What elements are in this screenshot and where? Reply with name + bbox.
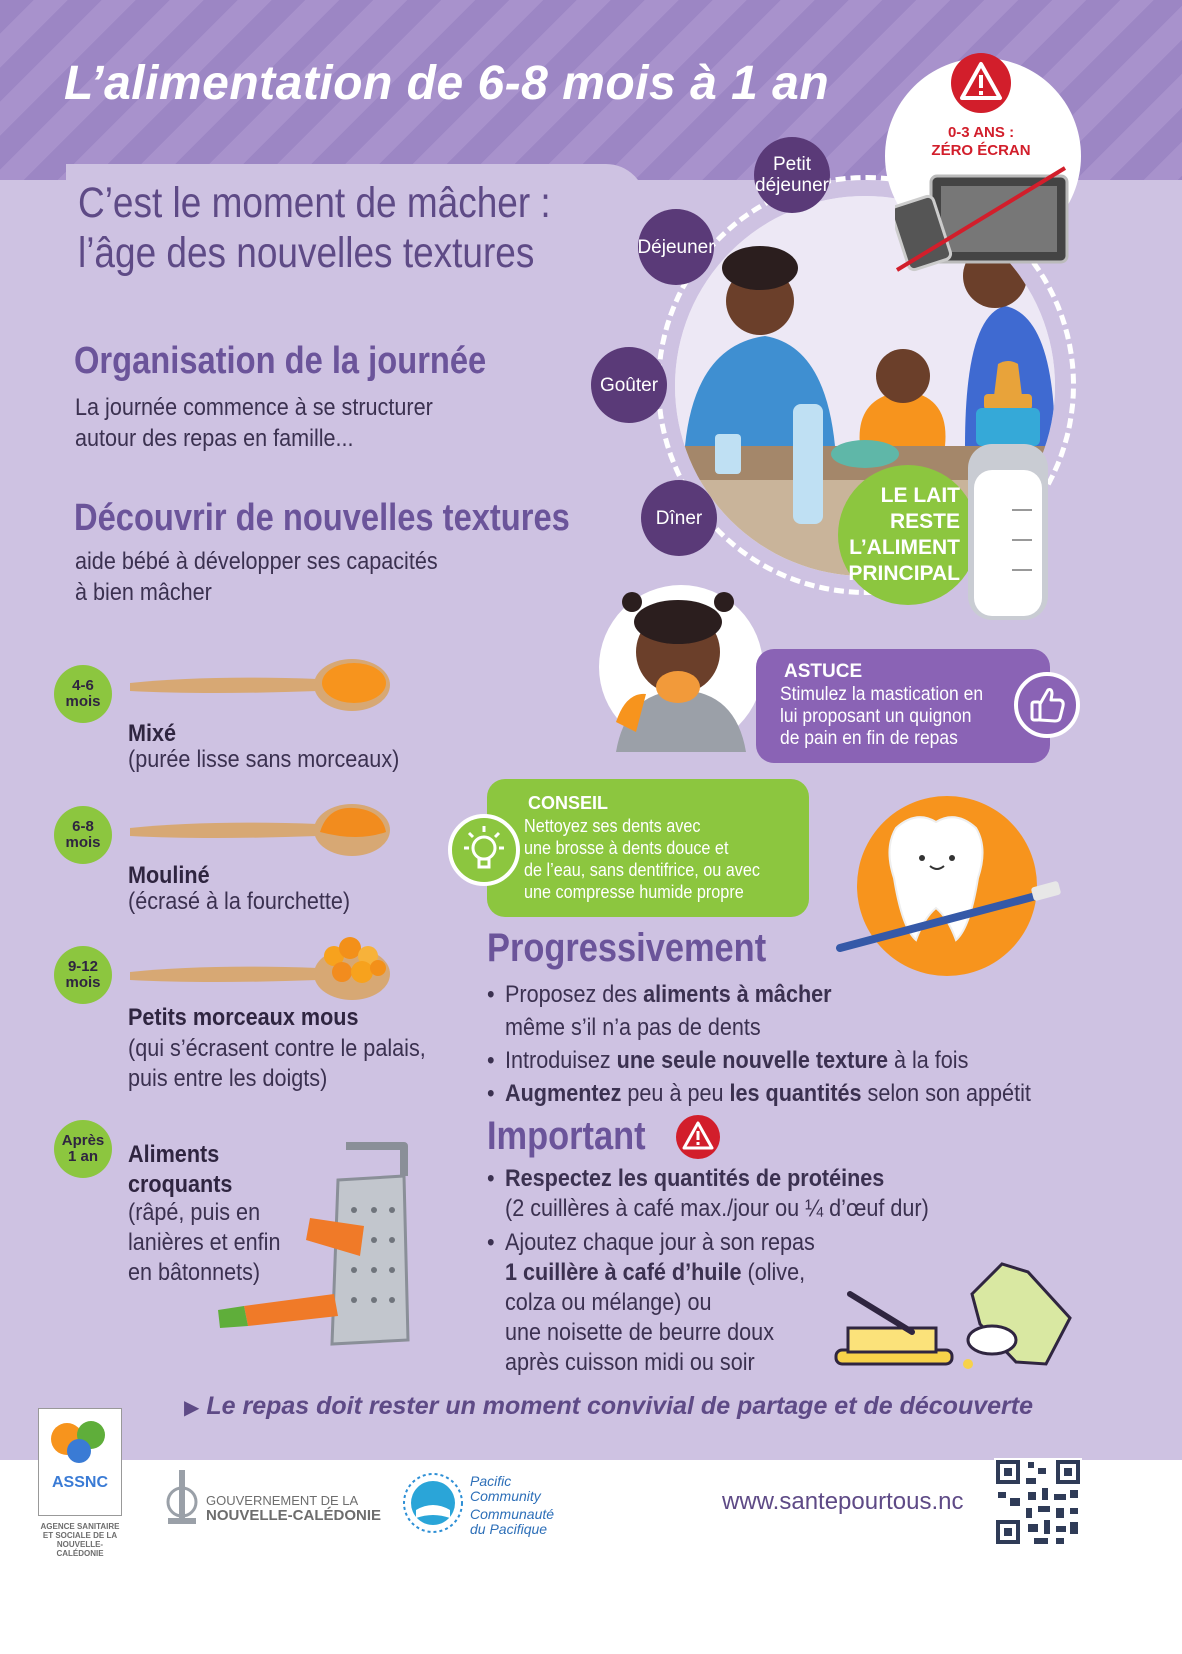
meal-dejeuner: Déjeuner bbox=[638, 209, 714, 285]
texture-desc: (purée lisse sans morceaux) bbox=[128, 746, 400, 773]
texture-title: Mixé bbox=[128, 720, 177, 747]
text-span: (olive, bbox=[741, 1259, 806, 1286]
logo-line: GOUVERNEMENT DE LA bbox=[206, 1493, 359, 1508]
text-span: une noisette de beurre doux bbox=[505, 1319, 775, 1346]
text-bold: une seule nouvelle texture bbox=[616, 1047, 888, 1074]
logo-line: Communauté bbox=[470, 1506, 555, 1522]
text-line: à bien mâcher bbox=[75, 579, 212, 606]
screen-warning-label bbox=[906, 124, 1056, 160]
age-badge bbox=[54, 806, 112, 864]
page-title: L’alimentation de 6-8 mois à 1 an bbox=[64, 57, 830, 110]
progressivement-heading: Progressivement bbox=[487, 926, 767, 970]
text-span: colza ou mélange) ou bbox=[505, 1289, 712, 1316]
subtitle-line: l’âge des nouvelles textures bbox=[78, 229, 535, 277]
age-line: mois bbox=[65, 693, 101, 710]
milk-line: PRINCIPAL bbox=[848, 562, 960, 585]
logo-line: NOUVELLE-CALÉDONIE bbox=[206, 1507, 382, 1524]
screen-warning-line: 0-3 ANS : bbox=[947, 124, 1015, 141]
assnc-emblem-icon bbox=[39, 1409, 121, 1469]
subtitle-line: C’est le moment de mâcher : bbox=[78, 179, 551, 227]
astuce-text bbox=[780, 684, 992, 750]
assnc-subtitle bbox=[34, 1522, 126, 1558]
age-line: mois bbox=[65, 974, 101, 991]
website-link[interactable]: www.santepourtous.nc bbox=[722, 1488, 964, 1515]
age-line: mois bbox=[65, 834, 101, 851]
grater-carrot-icon bbox=[214, 1140, 414, 1360]
lightbulb-icon bbox=[448, 814, 520, 886]
text-bold: aliments à mâcher bbox=[643, 981, 832, 1008]
decouvrir-heading: Découvrir de nouvelles textures bbox=[74, 497, 570, 539]
warning-icon bbox=[944, 52, 1018, 114]
list-item bbox=[487, 1164, 991, 1224]
government-logo-text bbox=[206, 1494, 381, 1524]
texture-desc-line: puis entre les doigts) bbox=[128, 1065, 328, 1092]
conseil-line: de l’eau, sans dentifrice, ou avec bbox=[524, 860, 760, 880]
screen-warning-line: ZÉRO ÉCRAN bbox=[931, 142, 1031, 159]
qr-code[interactable] bbox=[994, 1458, 1082, 1546]
logo-line: du Pacifique bbox=[470, 1521, 548, 1537]
age-badge bbox=[54, 946, 112, 1004]
assnc-logo bbox=[38, 1408, 122, 1516]
organisation-heading: Organisation de la journée bbox=[74, 340, 487, 382]
spoon-mashed-icon bbox=[128, 796, 392, 860]
astuce-line: lui proposant un quignon bbox=[780, 706, 972, 727]
texture-title-line: Aliments bbox=[128, 1141, 220, 1168]
text-span: à la fois bbox=[887, 1047, 969, 1074]
age-badge bbox=[54, 665, 112, 723]
meal-diner: Dîner bbox=[641, 480, 717, 556]
government-emblem-icon bbox=[162, 1468, 202, 1526]
text-line: autour des repas en famille... bbox=[75, 425, 354, 452]
logo-line: Community bbox=[470, 1488, 541, 1504]
texture-title-line: croquants bbox=[128, 1171, 233, 1198]
conseil-line: une brosse à dents douce et bbox=[524, 838, 729, 858]
baby-bottle-icon bbox=[962, 360, 1054, 622]
milk-line: RESTE bbox=[889, 510, 960, 533]
warning-icon bbox=[672, 1114, 724, 1160]
decouvrir-text bbox=[75, 546, 489, 608]
texture-desc-line: lanières et enfin bbox=[128, 1229, 281, 1256]
spoon-pieces-icon bbox=[128, 934, 392, 1004]
milk-line: L’ALIMENT bbox=[849, 536, 960, 559]
conseil-line: Nettoyez ses dents avec bbox=[524, 816, 701, 836]
list-item bbox=[487, 978, 1072, 1044]
age-line: 6-8 bbox=[72, 818, 94, 835]
tooth-icon bbox=[836, 808, 1066, 958]
list-item bbox=[487, 1044, 1072, 1077]
organisation-text bbox=[75, 392, 489, 454]
logo-line: AGENCE SANITAIRE bbox=[40, 1522, 120, 1531]
milk-line: LE LAIT bbox=[880, 484, 960, 507]
text-span: (2 cuillères à café max./jour ou ¼ d’œuf dur) bbox=[505, 1195, 929, 1222]
age-line: Après bbox=[61, 1132, 105, 1149]
text-span: Ajoutez chaque jour à son repas bbox=[505, 1229, 815, 1256]
list-item bbox=[487, 1077, 1072, 1110]
conseil-line: une compresse humide propre bbox=[524, 882, 744, 902]
baby-face bbox=[876, 349, 930, 403]
text-span: Introduisez bbox=[505, 1047, 617, 1074]
texture-desc-line: en bâtonnets) bbox=[128, 1259, 261, 1286]
pacific-community-text bbox=[470, 1474, 554, 1537]
text-bold: les quantités bbox=[729, 1080, 862, 1107]
text-line: aide bébé à développer ses capacités bbox=[75, 548, 438, 575]
age-line: 4-6 bbox=[72, 677, 94, 694]
baby-eating-illustration bbox=[596, 582, 766, 752]
milk-badge bbox=[838, 465, 978, 605]
meal-petit-dejeuner: Petit déjeuner bbox=[754, 137, 830, 213]
texture-title: Petits morceaux mous bbox=[128, 1004, 359, 1031]
butter-oil-icon bbox=[832, 1254, 1082, 1378]
text-span: après cuisson midi ou soir bbox=[505, 1349, 755, 1376]
age-badge bbox=[54, 1120, 112, 1178]
play-arrow-icon: ▶ bbox=[184, 1397, 200, 1419]
text-span: peu à peu bbox=[621, 1080, 730, 1107]
texture-desc-line: (qui s’écrasent contre le palais, bbox=[128, 1035, 426, 1062]
conseil-title: CONSEIL bbox=[528, 793, 609, 813]
no-screen-icon bbox=[895, 166, 1075, 278]
text-bold: 1 cuillère à café d’huile bbox=[505, 1259, 742, 1286]
text-span: selon son appétit bbox=[861, 1080, 1031, 1107]
texture-desc-line: (râpé, puis en bbox=[128, 1199, 261, 1226]
age-line: 9-12 bbox=[67, 958, 98, 975]
logo-line: ET SOCIALE DE LA bbox=[42, 1531, 118, 1540]
astuce-line: de pain en fin de repas bbox=[780, 728, 958, 749]
meal-gouter: Goûter bbox=[591, 347, 667, 423]
spoon-puree-icon bbox=[128, 655, 392, 715]
logo-line: Pacific bbox=[470, 1473, 512, 1489]
text-bold: Augmentez bbox=[505, 1080, 622, 1107]
assnc-name: ASSNC bbox=[51, 1474, 108, 1491]
text-line: La journée commence à se structurer bbox=[75, 394, 433, 421]
astuce-line: Stimulez la mastication en bbox=[780, 684, 984, 705]
subtitle bbox=[78, 178, 577, 278]
text-span: Proposez des bbox=[505, 981, 644, 1008]
logo-line: NOUVELLE-CALÉDONIE bbox=[56, 1540, 104, 1558]
thumbs-up-icon bbox=[1014, 672, 1080, 738]
important-heading: Important bbox=[487, 1114, 646, 1158]
age-line: 1 an bbox=[67, 1148, 98, 1165]
astuce-title: ASTUCE bbox=[784, 661, 863, 682]
text-bold: Respectez les quantités de protéines bbox=[505, 1165, 885, 1192]
conseil-text bbox=[524, 815, 776, 903]
texture-desc: (écrasé à la fourchette) bbox=[128, 888, 351, 915]
pacific-community-logo-icon bbox=[402, 1472, 464, 1534]
texture-desc bbox=[128, 1034, 434, 1094]
text-span: même s’il n’a pas de dents bbox=[505, 1014, 761, 1041]
tagline bbox=[184, 1392, 1033, 1421]
tagline-text: Le repas doit rester un moment convivial de partage et de découverte bbox=[206, 1392, 1033, 1420]
water-bottle bbox=[793, 404, 823, 524]
progressivement-list bbox=[487, 978, 1072, 1110]
texture-title: Mouliné bbox=[128, 862, 210, 889]
